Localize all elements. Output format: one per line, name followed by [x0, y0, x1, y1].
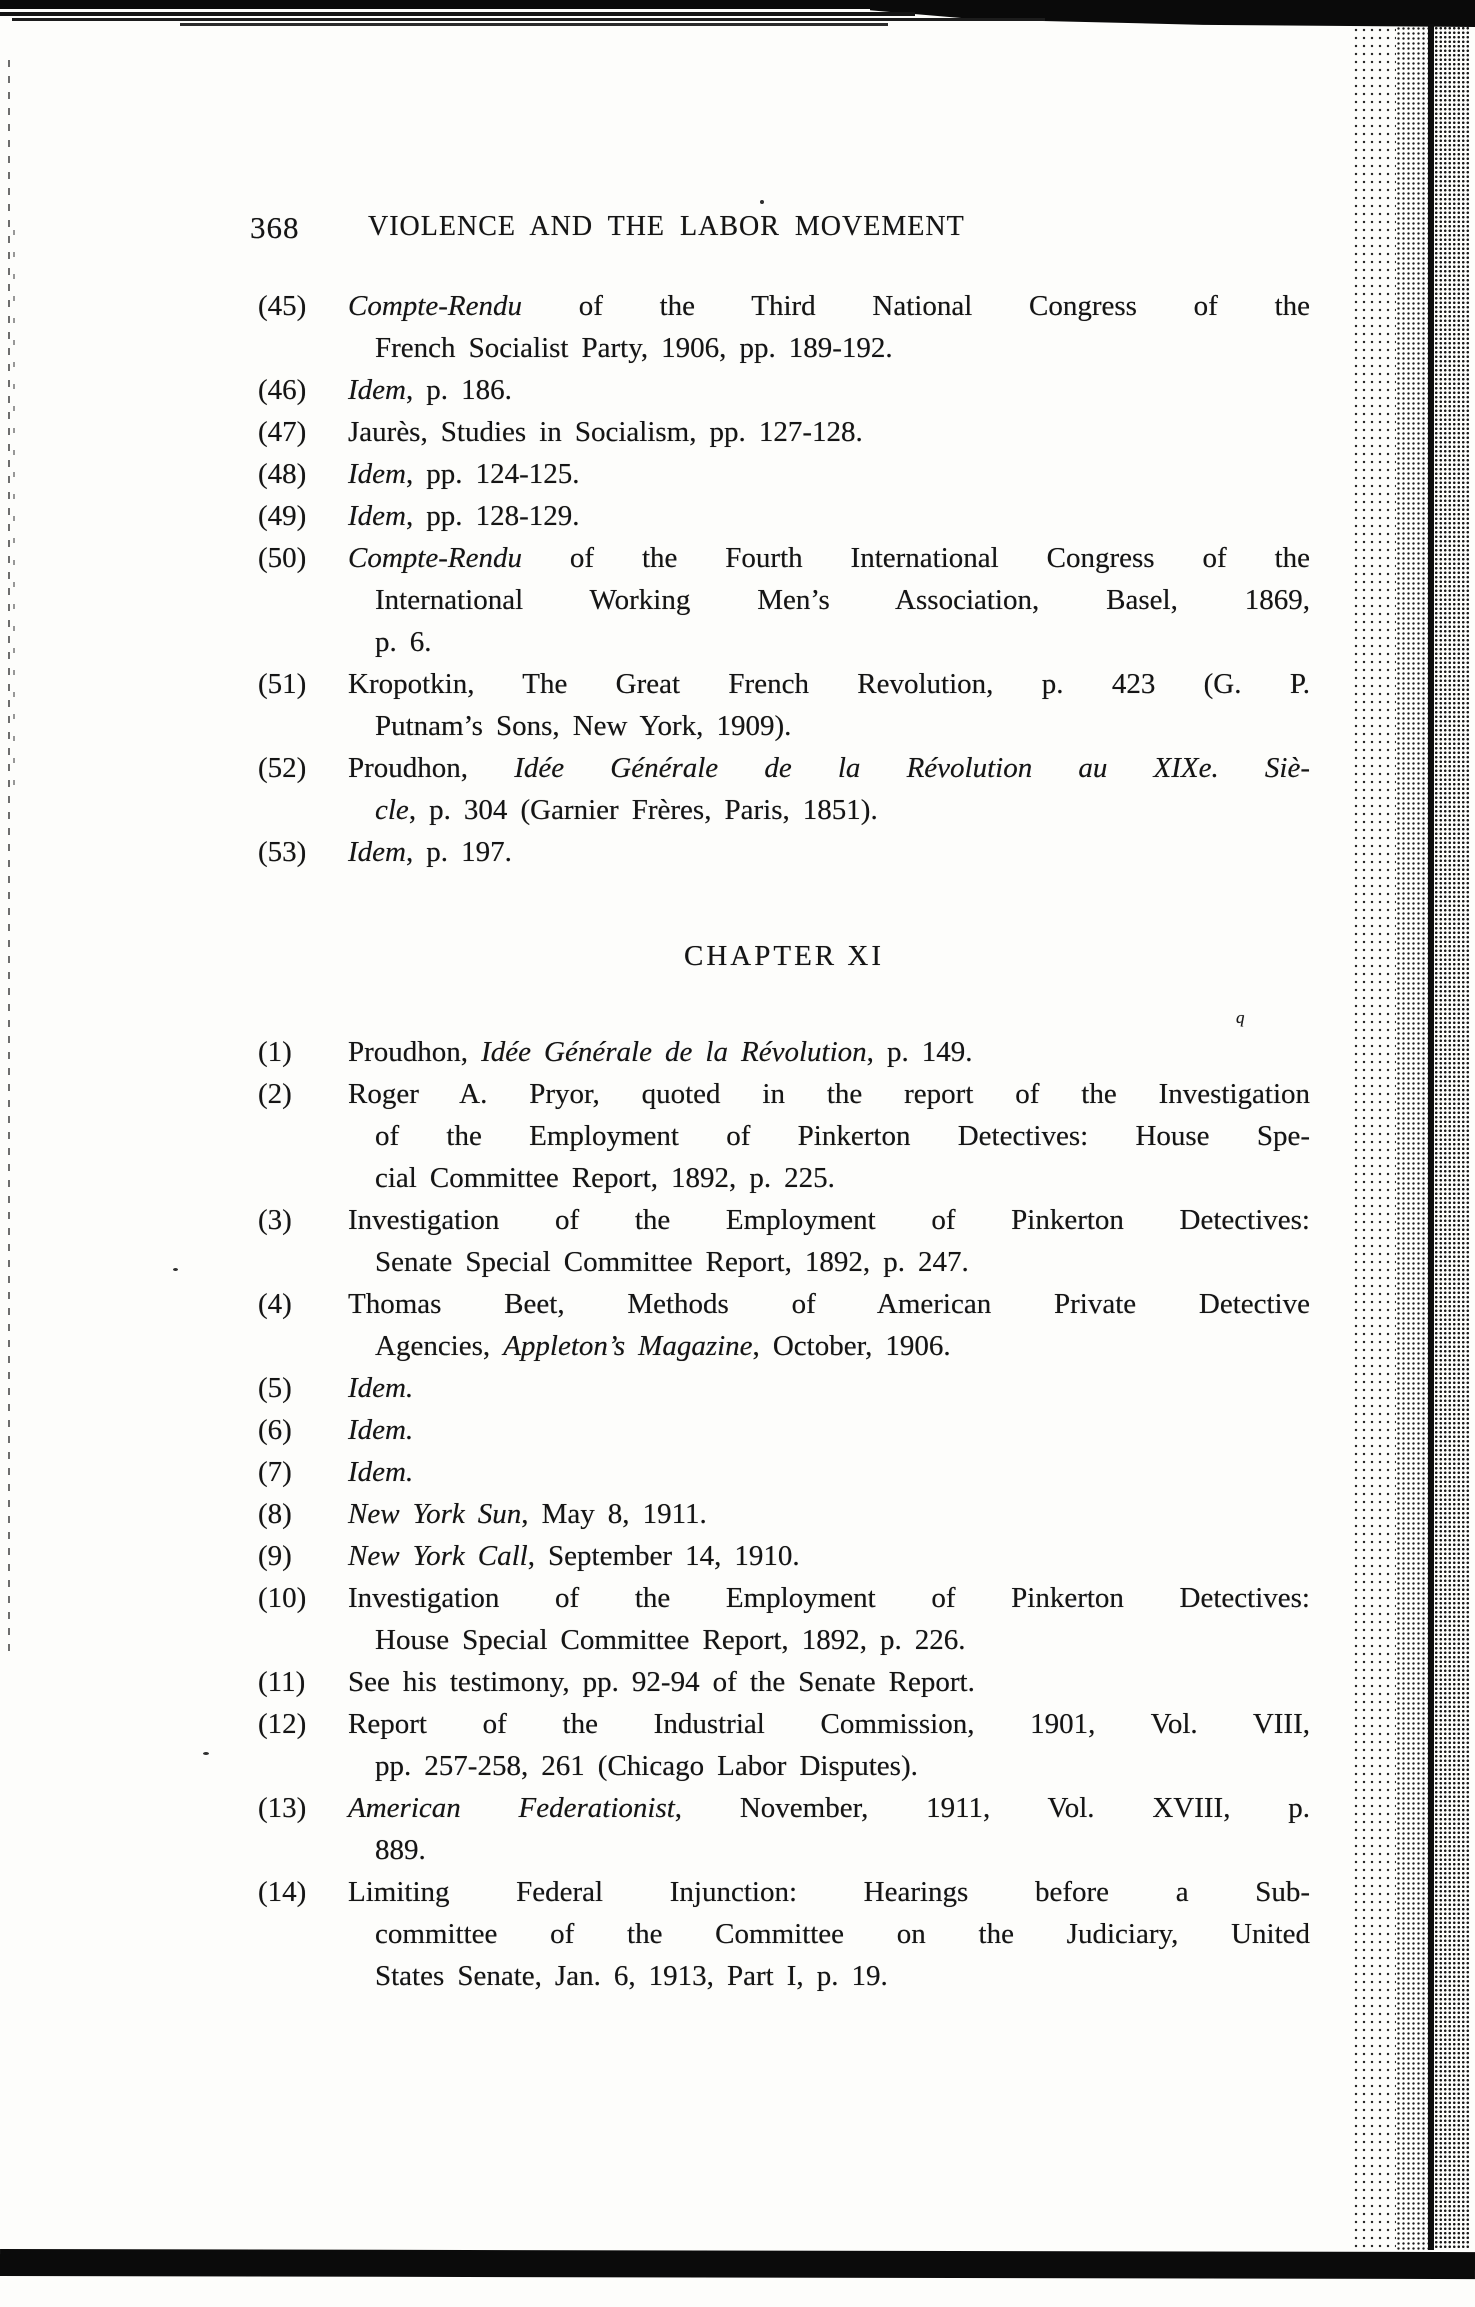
endnote-item	[258, 1577, 1310, 1661]
endnote-line	[375, 579, 1310, 621]
endnote-line	[258, 1535, 1310, 1577]
endnote-item	[258, 537, 1310, 663]
page-edge-shadow-stipple	[1352, 26, 1396, 2250]
endnote-text: Jaurès, Studies in Socialism, pp. 127-128.	[348, 416, 863, 448]
endnote-line	[258, 1199, 1310, 1241]
endnote-item	[258, 1493, 1310, 1535]
endnote-text: Proudhon,	[348, 752, 515, 784]
endnote-item	[258, 663, 1310, 747]
work-title-italic: Idem	[348, 836, 406, 868]
page-edge-shadow-stipple	[1396, 26, 1428, 2250]
ink-speck	[203, 1752, 209, 1755]
work-title-italic: Idem.	[348, 1372, 414, 1404]
endnote-item	[258, 285, 1310, 369]
scan-top-streak	[0, 12, 915, 16]
endnote-text: , p. 149.	[866, 1036, 973, 1068]
running-head	[250, 208, 1310, 248]
endnote-item	[258, 1073, 1310, 1199]
endnote-line	[375, 1241, 1310, 1283]
endnote-line	[258, 1367, 1310, 1409]
endnote-number: (4)	[258, 1288, 292, 1320]
work-title-italic: Idée Générale de la Révolution	[481, 1036, 867, 1068]
endnote-line	[258, 1871, 1310, 1913]
endnote-text: Investigation of the Employment of Pinkerton Detectives:	[348, 1204, 1310, 1236]
endnote-line	[258, 1703, 1310, 1745]
endnote-text: of the Third National Congress of the	[521, 290, 1310, 322]
endnote-item	[258, 831, 1310, 873]
endnote-item	[258, 411, 1310, 453]
endnote-text: , pp. 128-129.	[405, 500, 580, 532]
ink-speck	[173, 1268, 178, 1271]
endnote-number: (6)	[258, 1414, 292, 1446]
endnote-number: (3)	[258, 1204, 292, 1236]
endnote-number: (10)	[258, 1582, 307, 1614]
endnote-line	[258, 1283, 1310, 1325]
endnote-number: (1)	[258, 1036, 292, 1068]
endnote-line	[258, 663, 1310, 705]
endnote-text: Roger A. Pryor, quoted in the report of the Investigation	[348, 1078, 1310, 1110]
endnote-text: p. 6.	[375, 626, 432, 658]
endnote-number: (53)	[258, 836, 307, 868]
endnote-number: (12)	[258, 1708, 307, 1740]
endnote-number: (14)	[258, 1876, 307, 1908]
endnote-text: Proudhon,	[348, 1036, 482, 1068]
endnote-line	[375, 1955, 1310, 1997]
endnote-text: Senate Special Committee Report, 1892, p. 247.	[375, 1246, 969, 1278]
scan-top-right-edge-band	[870, 0, 1475, 27]
endnote-line	[258, 1661, 1310, 1703]
work-title-italic: Compte-Rendu	[348, 290, 522, 322]
work-title-italic: Idem.	[348, 1456, 414, 1488]
endnote-item	[258, 1409, 1310, 1451]
endnote-line	[375, 1913, 1310, 1955]
endnote-line	[258, 495, 1310, 537]
endnote-text: committee of the Committee on the Judiciary, United	[375, 1918, 1310, 1950]
endnotes-chapter-xi	[258, 1031, 1310, 1997]
endnote-number: (7)	[258, 1456, 292, 1488]
endnote-number: (50)	[258, 542, 307, 574]
endnote-number: (9)	[258, 1540, 292, 1572]
endnote-number: (13)	[258, 1792, 307, 1824]
endnote-text: International Working Men’s Association, Basel, 1869,	[375, 584, 1310, 616]
endnote-item	[258, 1535, 1310, 1577]
endnote-line	[375, 621, 1310, 663]
endnote-text: Putnam’s Sons, New York, 1909).	[375, 710, 792, 742]
endnote-line	[258, 831, 1310, 873]
endnote-item	[258, 495, 1310, 537]
endnote-text: , November, 1911, Vol. XVIII, p.	[674, 1792, 1310, 1824]
endnote-number: (47)	[258, 416, 307, 448]
scan-top-streak	[180, 23, 888, 26]
scan-top-streak	[12, 18, 1045, 21]
running-head-title: VIOLENCE AND THE LABOR MOVEMENT	[368, 211, 965, 242]
endnote-item	[258, 1703, 1310, 1787]
work-title-italic: cle	[375, 794, 409, 826]
endnote-number: (48)	[258, 458, 307, 490]
endnote-text: Agencies,	[375, 1330, 504, 1362]
endnote-text: , October, 1906.	[752, 1330, 951, 1362]
endnote-text: , pp. 124-125.	[405, 458, 580, 490]
endnote-line	[375, 1619, 1310, 1661]
endnote-line	[375, 1157, 1310, 1199]
endnote-item	[258, 453, 1310, 495]
work-title-italic: Idée Générale de la Révolution au XIXe. Siè-	[514, 752, 1310, 784]
endnote-number: (45)	[258, 290, 307, 322]
endnotes-previous-chapter	[258, 285, 1310, 873]
endnote-number: (49)	[258, 500, 307, 532]
endnote-line	[375, 1745, 1310, 1787]
endnote-line	[375, 327, 1310, 369]
endnote-text: Thomas Beet, Methods of American Private Detective	[348, 1288, 1310, 1320]
endnote-text: Limiting Federal Injunction: Hearings before a Sub-	[348, 1876, 1310, 1908]
endnote-text: pp. 257-258, 261 (Chicago Labor Disputes).	[375, 1750, 918, 1782]
endnote-text: French Socialist Party, 1906, pp. 189-192.	[375, 332, 893, 364]
endnote-line	[375, 1325, 1310, 1367]
endnote-number: (52)	[258, 752, 307, 784]
endnote-item	[258, 1871, 1310, 1997]
endnote-text: , p. 186.	[405, 374, 512, 406]
endnote-text: , p. 197.	[405, 836, 512, 868]
endnote-text: of the Employment of Pinkerton Detectives: House Spe-	[375, 1120, 1310, 1152]
work-title-italic: Idem	[348, 500, 406, 532]
left-margin-scan-line	[13, 230, 15, 790]
endnote-text: See his testimony, pp. 92-94 of the Senate Report.	[348, 1666, 975, 1698]
left-margin-scan-line	[8, 60, 10, 1660]
endnote-text: , p. 304 (Garnier Frères, Paris, 1851).	[408, 794, 878, 826]
work-title-italic: New York Call	[348, 1540, 528, 1572]
endnote-line	[258, 747, 1310, 789]
work-title-italic: Idem	[348, 374, 406, 406]
endnote-line	[258, 1451, 1310, 1493]
work-title-italic: Idem	[348, 458, 406, 490]
work-title-italic: Compte-Rendu	[348, 542, 522, 574]
endnote-line	[375, 789, 1310, 831]
endnote-text: cial Committee Report, 1892, p. 225.	[375, 1162, 835, 1194]
endnote-line	[375, 1115, 1310, 1157]
scan-bottom-edge-band	[0, 2249, 1475, 2279]
work-title-italic: New York Sun	[348, 1498, 522, 1530]
endnote-line	[258, 1577, 1310, 1619]
endnote-line	[375, 705, 1310, 747]
endnote-text: Investigation of the Employment of Pinkerton Detectives:	[348, 1582, 1310, 1614]
endnote-number: (5)	[258, 1372, 292, 1404]
endnote-item	[258, 1451, 1310, 1493]
work-title-italic: Appleton’s Magazine	[503, 1330, 753, 1362]
endnote-item	[258, 747, 1310, 831]
endnote-line	[258, 1787, 1310, 1829]
endnote-number: (51)	[258, 668, 307, 700]
chapter-heading: CHAPTER XI	[684, 940, 884, 972]
endnote-text: of the Fourth International Congress of the	[521, 542, 1310, 574]
endnote-line	[258, 411, 1310, 453]
endnote-number: (11)	[258, 1666, 306, 1698]
endnote-text: , September 14, 1910.	[527, 1540, 800, 1572]
endnote-text: Report of the Industrial Commission, 1901, Vol. VIII,	[348, 1708, 1310, 1740]
work-title-italic: Idem.	[348, 1414, 414, 1446]
endnote-line	[258, 537, 1310, 579]
ink-speck	[760, 200, 764, 204]
endnote-number: (2)	[258, 1078, 292, 1110]
endnote-line	[258, 453, 1310, 495]
endnote-text: House Special Committee Report, 1892, p. 226.	[375, 1624, 966, 1656]
work-title-italic: American Federationist	[348, 1792, 675, 1824]
page-number: 368	[250, 210, 300, 245]
endnote-item	[258, 1661, 1310, 1703]
endnote-item	[258, 1199, 1310, 1283]
endnote-number: (46)	[258, 374, 307, 406]
endnote-text: , May 8, 1911.	[521, 1498, 707, 1530]
endnote-line	[258, 369, 1310, 411]
endnote-line	[258, 1031, 1310, 1073]
endnote-line	[375, 1829, 1310, 1871]
endnote-line	[258, 1073, 1310, 1115]
page-edge-shadow-stipple	[1434, 26, 1470, 2250]
stray-printed-mark: q	[1236, 1008, 1245, 1027]
endnote-item	[258, 1283, 1310, 1367]
endnote-text: Kropotkin, The Great French Revolution, p. 423 (G. P.	[348, 668, 1310, 700]
endnote-text: States Senate, Jan. 6, 1913, Part I, p. 19.	[375, 1960, 888, 1992]
endnote-line	[258, 285, 1310, 327]
endnote-number: (8)	[258, 1498, 292, 1530]
endnote-text: 889.	[375, 1834, 426, 1866]
endnote-item	[258, 369, 1310, 411]
endnote-item	[258, 1031, 1310, 1073]
endnote-line	[258, 1493, 1310, 1535]
endnote-line	[258, 1409, 1310, 1451]
endnote-item	[258, 1367, 1310, 1409]
endnote-item	[258, 1787, 1310, 1871]
